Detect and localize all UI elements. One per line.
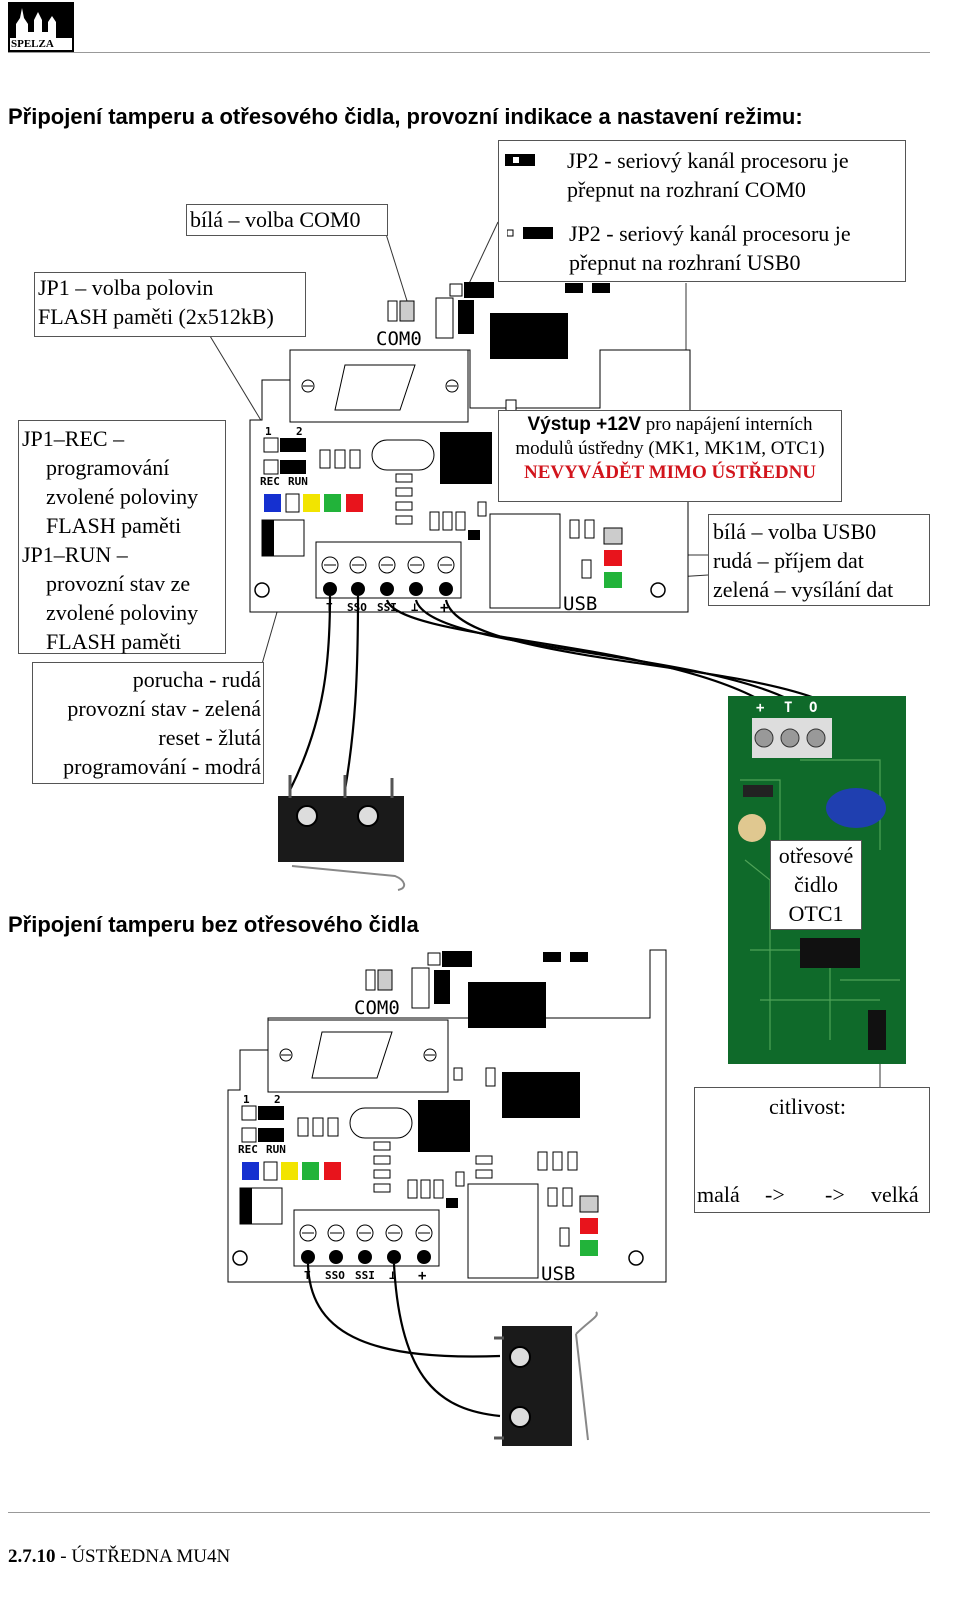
board2-terminal-sso: SSO — [325, 1269, 345, 1282]
callout-usb-leds — [708, 514, 930, 606]
jumper-usb0-icon — [507, 227, 553, 241]
sensitivity-title: citlivost: — [769, 1094, 846, 1119]
jp1-rec-l1: programování — [46, 455, 170, 480]
jp2-com0-line1: JP2 - seriový kanál procesoru je — [567, 148, 849, 173]
board2-terminal-plus: + — [418, 1268, 427, 1284]
board2-terminal-t: T — [304, 1269, 311, 1282]
board2-com0-label: COM0 — [354, 997, 400, 1019]
board2-run-label: RUN — [266, 1143, 286, 1156]
usb-led-red — [604, 550, 622, 566]
terminal-label-ssi: SSI — [377, 601, 397, 614]
led-red — [346, 494, 363, 512]
output12v-rest: pro napájení interních — [641, 414, 813, 435]
sensor-terminal-t: T — [784, 700, 793, 716]
output12v-bold: Výstup +12V — [527, 414, 642, 435]
terminal-label-plus: + — [440, 600, 449, 616]
usb-leds-line2: rudá – příjem dat — [713, 548, 864, 573]
sensitivity-arrow2: -> — [825, 1182, 845, 1207]
output12v-warning: NEVYVÁDĚT MIMO ÚSTŘEDNU — [523, 462, 817, 483]
callout-sensitivity — [694, 1087, 930, 1213]
callout-jp1-half — [34, 272, 306, 337]
jp1-rec-title: JP1–REC – — [22, 426, 125, 451]
callout-sensor — [770, 840, 862, 930]
led-yellow — [303, 494, 320, 512]
jp1-num1: 1 — [265, 425, 272, 438]
jp2-usb0-line2: přepnut na rozhraní USB0 — [569, 250, 801, 275]
board2-terminal-ssi: SSI — [355, 1269, 375, 1282]
callout-jp2 — [498, 140, 906, 282]
jumper-com0-icon — [505, 154, 535, 168]
footer-title: - ÚSTŘEDNA MU4N — [55, 1546, 231, 1567]
callout-jp1-modes — [18, 420, 226, 654]
tamper-switch-top — [278, 775, 404, 890]
status-leds-line1: porucha - rudá — [132, 667, 261, 692]
board-bottom — [228, 950, 666, 1285]
callout-output-12v — [498, 410, 842, 502]
callout-status-leds — [32, 662, 264, 784]
status-leds-line4: programování - modrá — [63, 754, 261, 779]
jp1-run-l2: zvolené poloviny — [46, 600, 199, 625]
usb-led-green — [604, 572, 622, 588]
board-com0-label: COM0 — [376, 328, 422, 350]
status-leds-line3: reset - žlutá — [158, 725, 261, 750]
board2-jp1-num1: 1 — [243, 1093, 250, 1106]
led-blue — [264, 494, 281, 512]
footer — [8, 1546, 230, 1568]
jp2-com0-line2: přepnut na rozhraní COM0 — [567, 177, 806, 202]
sensor-line2: čidlo — [794, 872, 838, 897]
section1-heading: Připojení tamperu a otřesového čidla, provozní indikace a nastavení režimu: — [8, 104, 803, 129]
board2-jp1-num2: 2 — [274, 1093, 281, 1106]
jp1-run-l3: FLASH paměti — [46, 629, 182, 654]
footer-rule — [8, 1512, 930, 1513]
jp2-usb0-line1: JP2 - seriový kanál procesoru je — [569, 221, 851, 246]
tamper-switch-bottom — [494, 1312, 597, 1446]
sensitivity-low: malá — [697, 1182, 740, 1207]
jp1-rec-l2: zvolené poloviny — [46, 484, 199, 509]
logo-text: SPELZA — [11, 38, 54, 50]
jp1-rec-label: REC — [260, 475, 280, 488]
board2-usb-label: USB — [541, 1263, 576, 1285]
jp1-num2: 2 — [296, 425, 303, 438]
output12v-line2: modulů ústředny (MK1, MK1M, OTC1) — [515, 438, 825, 459]
board2-rec-label: REC — [238, 1143, 258, 1156]
sensitivity-high: velká — [871, 1182, 919, 1207]
jp1-run-l1: provozní stav ze — [46, 571, 191, 596]
jp1-half-line2: FLASH paměti (2x512kB) — [38, 304, 274, 329]
jp1-run-label: RUN — [288, 475, 308, 488]
jp1-run-title: JP1–RUN – — [22, 542, 128, 567]
board2-terminal-gnd: ⊥ — [389, 1268, 397, 1282]
terminal-label-sso: SSO — [347, 601, 367, 614]
jp1-rec-l3: FLASH paměti — [46, 513, 182, 538]
sensor-line1: otřesové — [778, 843, 854, 868]
jp1-half-line1: JP1 – volba polovin — [38, 275, 214, 300]
board-usb-label: USB — [563, 593, 598, 615]
status-leds-line2: provozní stav - zelená — [67, 696, 261, 721]
led-green — [324, 494, 341, 512]
sensor-terminal-o: O — [809, 700, 818, 716]
callout-white-com0: bílá – volba COM0 — [186, 204, 388, 236]
usb-leds-line1: bílá – volba USB0 — [713, 519, 877, 544]
usb-leds-line3: zelená – vysílání dat — [713, 577, 894, 602]
sensitivity-arrow1: -> — [765, 1182, 785, 1207]
terminal-label-t: T — [326, 601, 333, 614]
footer-chapter: 2.7.10 — [8, 1546, 56, 1567]
sensor-terminal-plus: + — [756, 700, 765, 716]
section2-heading: Připojení tamperu bez otřesového čidla — [8, 912, 419, 937]
sensor-line3: OTC1 — [788, 901, 844, 926]
terminal-label-gnd: ⊥ — [411, 600, 419, 614]
